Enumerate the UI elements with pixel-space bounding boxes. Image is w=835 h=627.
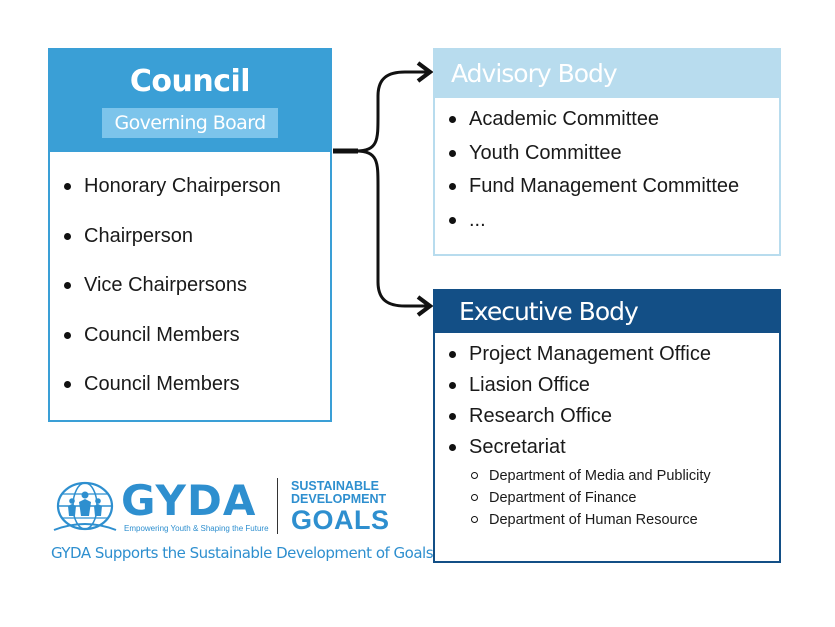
- list-item: Academic Committee: [435, 107, 779, 141]
- council-subtitle: Governing Board: [102, 108, 277, 138]
- list-item: Fund Management Committee: [435, 174, 779, 208]
- gyda-tagline: Empowering Youth & Shaping the Future: [124, 524, 269, 533]
- sdg-line-1: SUSTAINABLE: [291, 479, 379, 493]
- department-item: Department of Media and Publicity: [469, 467, 779, 489]
- council-header: [50, 50, 330, 152]
- logo-divider: [277, 478, 278, 534]
- list-item: Honorary Chairperson: [50, 174, 330, 224]
- executive-box: [433, 289, 781, 563]
- list-item: Liasion Office: [435, 373, 779, 404]
- list-item: Research Office: [435, 404, 779, 435]
- list-item: Council Members: [50, 372, 330, 422]
- department-item: Department of Finance: [469, 489, 779, 511]
- sdg-line-2: DEVELOPMENT: [291, 492, 387, 506]
- arrow-to-executive: [356, 151, 430, 306]
- executive-office-list: [435, 333, 779, 533]
- council-box: [48, 48, 332, 422]
- advisory-title: Advisory Body: [435, 50, 779, 98]
- council-title: Council: [129, 64, 251, 99]
- secretariat-item: [435, 435, 779, 533]
- advisory-box: [433, 48, 781, 256]
- department-list: [469, 459, 779, 533]
- secretariat-label: Secretariat: [469, 436, 566, 458]
- list-item: ...: [435, 208, 779, 242]
- council-member-list: [50, 152, 330, 422]
- sdg-line-3: GOALS: [291, 505, 390, 535]
- department-item: Department of Human Resource: [469, 511, 779, 533]
- advisory-committee-list: [435, 98, 779, 241]
- arrow-to-advisory: [356, 72, 430, 151]
- gyda-globe-icon: [52, 480, 118, 538]
- list-item: Vice Chairpersons: [50, 273, 330, 323]
- list-item: Chairperson: [50, 224, 330, 274]
- list-item: Youth Committee: [435, 141, 779, 175]
- executive-title: Executive Body: [435, 291, 779, 333]
- logo-caption: GYDA Supports the Sustainable Development of Goals: [51, 544, 434, 562]
- list-item: Council Members: [50, 323, 330, 373]
- gyda-wordmark: GYDA: [121, 476, 257, 525]
- list-item: Project Management Office: [435, 342, 779, 373]
- logo-area: [48, 472, 434, 572]
